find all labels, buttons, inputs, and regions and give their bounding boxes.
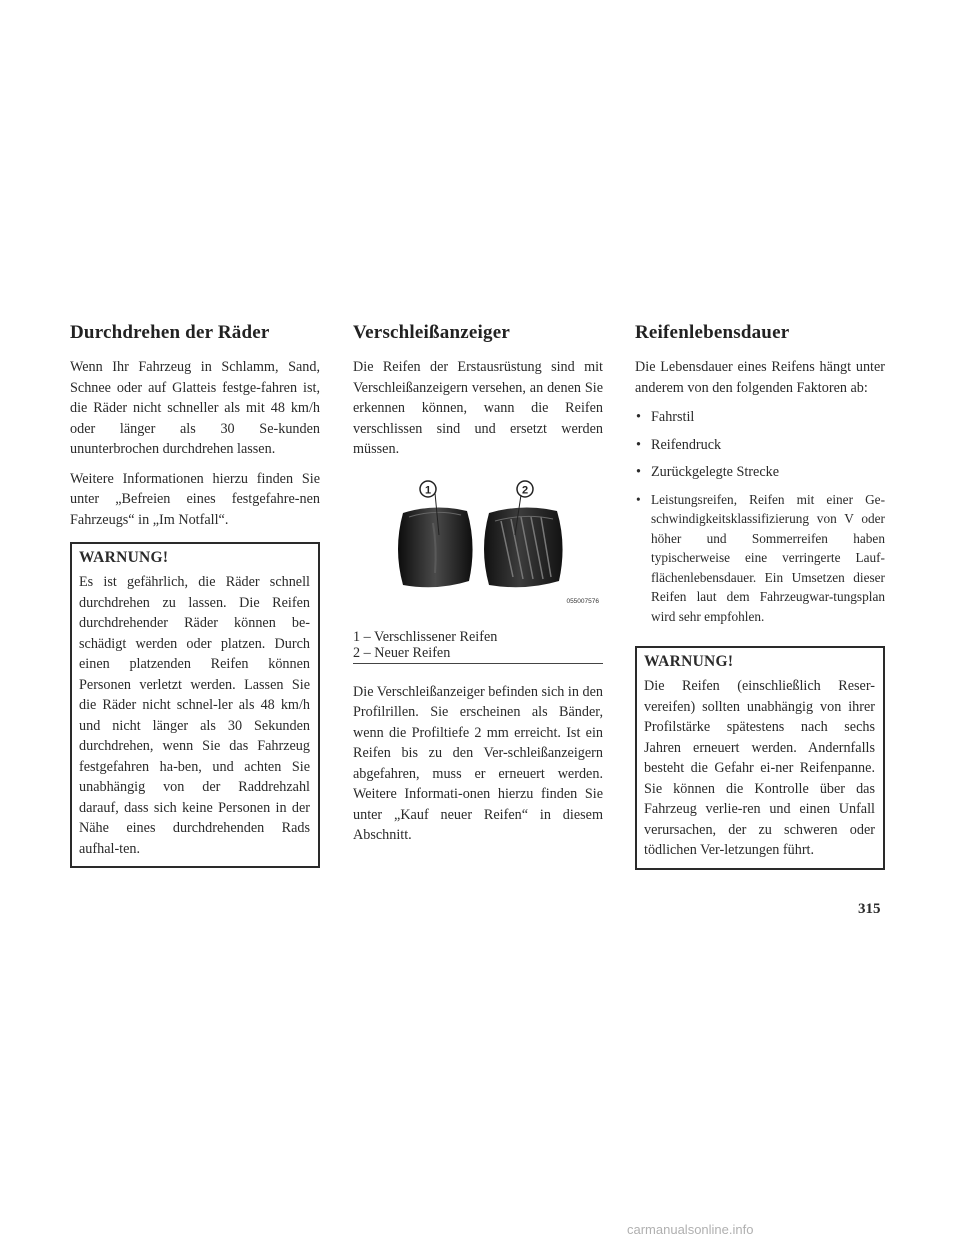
new-tire-icon [484, 507, 563, 587]
svg-text:2: 2 [521, 484, 529, 496]
tire-illustration [353, 475, 603, 625]
paragraph: Wenn Ihr Fahrzeug in Schlamm, Sand, Schnee oder auf Glatteis festge-fahren ist, die Räder nicht schneller als mit 48 km/h oder länger als 30 Se-kunden ununterbrochen durchdrehen lassen. [70, 359, 320, 457]
worn-tire-icon [398, 507, 473, 587]
warning-box [635, 646, 885, 870]
tire-figure-svg [353, 475, 603, 625]
svg-text:1: 1 [424, 484, 432, 496]
list-item: • Fahrstil [635, 407, 885, 428]
paragraph: Die Reifen der Erstausrüstung sind mit Verschleißanzeigern versehen, an denen Sie erkennen können, wann die Reifen verschlissen sind und ersetzt werden müssen. [353, 359, 603, 457]
warning-text: Die Reifen (einschließlich Reser-vereifen) sollten unabhängig von ihrer Profilstärke spätestens nach sechs Jahren erneuert werden. Andernfalls besteht die Gefahr ei-ner Reifenpanne. Sie können die Kontrolle über das Fahrzeug verlie-ren und einen Unfall verursachen, der zu schweren oder tödlichen Ver-letzungen führt. [644, 678, 875, 858]
factor-list [635, 407, 885, 626]
column-tire-life [635, 322, 885, 870]
paragraph: Die Lebensdauer eines Reifens hängt unter anderem von den folgenden Faktoren ab: [635, 359, 885, 396]
column-wear-indicators [353, 322, 603, 855]
section-title-tire-life: Reifenlebensdauer [635, 322, 790, 343]
column-wheel-spin [70, 322, 320, 868]
list-item: • Zurückgelegte Strecke [635, 462, 885, 483]
list-item: • Reifendruck [635, 435, 885, 456]
warning-title: WARNUNG! [79, 549, 169, 566]
paragraph: Weitere Informationen hierzu finden Sie unter „Befreien eines festgefahre-nen Fahrzeugs“ in „Im Notfall“. [70, 470, 320, 528]
paragraph: Die Verschleißanzeiger befinden sich in den Profilrillen. Sie erscheinen als Bänder, wenn die Profiltiefe 2 mm erreicht. Ist ein Reifen bis zu den Ver-schleißanzeigern abgefahren, muss er erneuert werden. Weitere Informati-onen hierzu finden Sie unter „Kauf neuer Reifen“ in diesem Abschnitt. [353, 683, 603, 843]
image-code: 055007576 [566, 597, 599, 605]
warning-box [70, 542, 320, 868]
section-title-wheel-spin: Durchdrehen der Räder [70, 322, 270, 343]
legend-item-2: 2 – Neuer Reifen [353, 644, 451, 661]
figure-legend [353, 629, 603, 664]
watermark: carmanualsonline.info [627, 1222, 754, 1237]
warning-title: WARNUNG! [644, 653, 734, 670]
section-title-wear-indicators: Verschleißanzeiger [353, 322, 510, 343]
list-item: • Leistungsreifen, Reifen mit einer Ge-schwindigkeitsklassifizierung von V oder höher und Sommerreifen haben typischerweise eine verringerte Lauf-flächenlebensdauer. Ein Umsetzen dieser Reifen laut dem Fahrzeugwar-tungsplan wird sehr empfohlen. [635, 490, 885, 627]
warning-text: Es ist gefährlich, die Räder schnell durchdrehen zu lassen. Die Reifen durchdrehender Räder können be-schädigt werden oder platzen. Durch einen platzenden Reifen können Personen verletzt werden. Lassen Sie die Räder nicht schnel-ler als 48 km/h und nicht länger als 30 Sekunden durchdrehen, wenn Sie das Fahrzeug festgefahren ha-ben, und achten Sie unabhängig von der Raddrehzahl darauf, dass sich keine Personen in der Nähe eines durchdrehenden Rads aufhal-ten. [79, 574, 310, 857]
legend-item-1: 1 – Verschlissener Reifen [353, 628, 498, 645]
page-number: 315 [858, 901, 881, 917]
